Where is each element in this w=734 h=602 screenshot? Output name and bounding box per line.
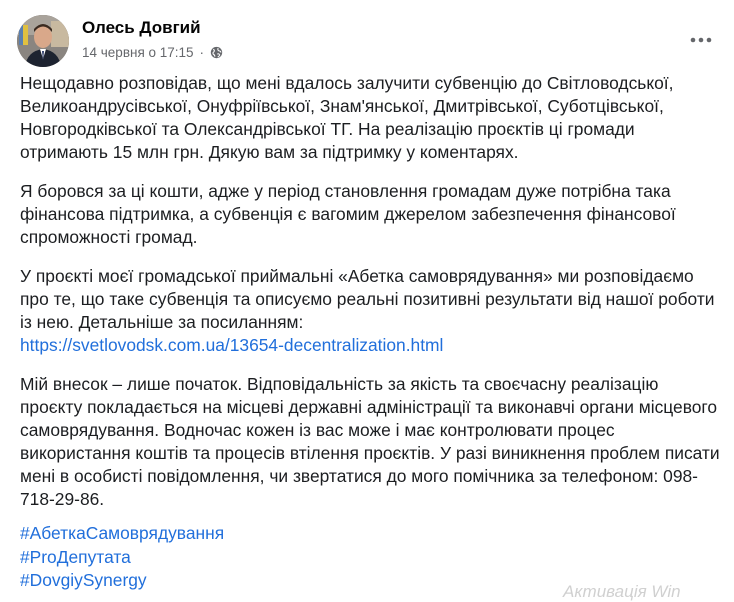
- avatar[interactable]: [17, 15, 69, 67]
- post-timestamp[interactable]: 14 червня о 17:15: [82, 45, 194, 60]
- hashtag-dovgiysynergy[interactable]: #DovgiySynergy: [20, 570, 147, 590]
- post-paragraph-3: [20, 265, 720, 357]
- author-name[interactable]: Олесь Довгий: [82, 18, 201, 37]
- post-meta: [82, 45, 223, 60]
- globe-icon[interactable]: [210, 46, 223, 59]
- more-horizontal-icon: [690, 37, 712, 43]
- avatar-image: [17, 15, 69, 67]
- hashtag-prodeputata[interactable]: #ProДепутата: [20, 546, 131, 567]
- article-link[interactable]: https://svetlovodsk.com.ua/13654-decentralization.html: [20, 335, 444, 355]
- post-paragraph-2: Я боровся за ці кошти, адже у період становлення громадам дуже потрібна така фінансова підтримка, а субвенція є вагомим джерелом забезпечення фінансової спроможності громад.: [20, 181, 676, 247]
- post-paragraph-4: Мій внесок – лише початок. Відповідальність за якість та своєчасну реалізацію проєкту покладається на місцеві державні адміністрації та виконавчі органи місцевого самоврядування. Водночас кожен із вас може і має контролювати процес використання коштів та процесів втілення проєктів. У разі виникнення проблем писати мені в особисті повідомлення, чи звертатися до мого помічника за телефоном: 098-718-29-86.: [20, 374, 720, 509]
- hashtag-abetka[interactable]: #АбеткаСамоврядування: [20, 523, 225, 543]
- meta-separator: ·: [199, 45, 205, 60]
- more-options-button[interactable]: [686, 28, 716, 52]
- post-paragraph-1: Нещодавно розповідав, що мені вдалось залучити субвенцію до Світловодської, Великоандрусівської, Онуфріївської, Знам'янської, Дмитрівської, Суботцівської, Новгородківської та Олександрівської ТГ. На реалізацію проєктів ці громади отримають 15 млн грн. Дякую вам за підтримку у коментарях.: [20, 73, 674, 162]
- hashtag-list: [20, 522, 224, 593]
- windows-activation-watermark: Активація Win: [563, 582, 681, 601]
- post-paragraph-3-text: У проєкті моєї громадської приймальні «Абетка самоврядування» ми розповідаємо про те, що таке субвенція та описуємо реальні позитивні результати від нашої роботи із нею. Детальніше за посиланням:: [20, 266, 715, 332]
- post-text: [20, 72, 720, 523]
